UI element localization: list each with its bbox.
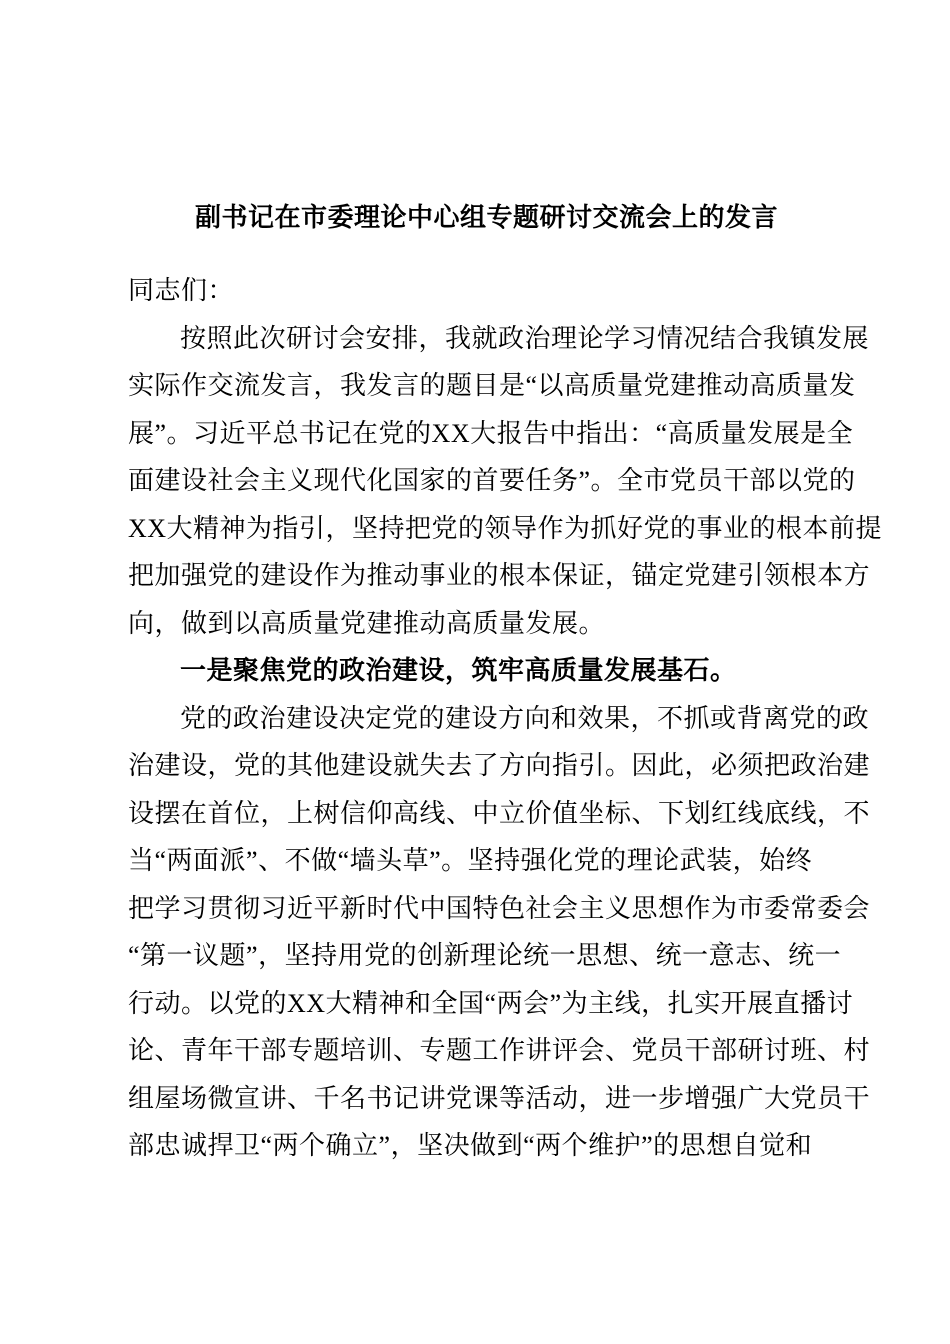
text-line: 面建设社会主义现代化国家的首要任务”。全市党员干部以党的	[128, 466, 856, 495]
document-body	[128, 267, 883, 1170]
text-line: 部忠诚捍卫“两个确立”，坚决做到“两个维护”的思想自觉和	[128, 1131, 813, 1160]
text-line: XX大精神为指引，坚持把党的领导作为抓好党的事业的根本前提	[128, 513, 883, 543]
text-line: 当“两面派”、不做“墙头草”。坚持强化党的理论武装，始终	[128, 846, 813, 875]
text-line: 向，做到以高质量党建推动高质量发展。	[128, 608, 606, 638]
salutation-line: 同志们：	[128, 276, 235, 305]
text-line: 实际作交流发言，我发言的题目是“以高质量党建推动高质量发	[128, 371, 856, 400]
text-line: 把学习贯彻习近平新时代中国特色社会主义思想作为市委常委会	[128, 893, 871, 923]
text-line: 论、青年干部专题培训、专题工作讲评会、党员干部研讨班、村	[128, 1036, 871, 1065]
text-line: 按照此次研讨会安排，我就政治理论学习情况结合我镇发展	[180, 323, 870, 353]
text-line: 党的政治建设决定党的建设方向和效果，不抓或背离党的政	[180, 703, 870, 733]
section-heading: 一是聚焦党的政治建设，筑牢高质量发展基石。	[180, 656, 737, 685]
text-line: 把加强党的建设作为推动事业的根本保证，锚定党建引领根本方	[128, 561, 871, 590]
text-line: 行动。以党的XX大精神和全国“两会”为主线，扎实开展直播讨	[128, 988, 854, 1018]
text-line: 展”。习近平总书记在党的XX大报告中指出：“高质量发展是全	[128, 418, 854, 448]
text-line: 治建设，党的其他建设就失去了方向指引。因此，必须把政治建	[128, 751, 871, 780]
text-line: 设摆在首位，上树信仰高线、中立价值坐标、下划红线底线，不	[128, 798, 871, 828]
document-title: 副书记在市委理论中心组专题研讨交流会上的发言	[194, 203, 778, 232]
text-line: 组屋场微宣讲、千名书记讲党课等活动，进一步增强广大党员干	[128, 1083, 871, 1113]
text-line: “第一议题”，坚持用党的创新理论统一思想、统一意志、统一	[128, 941, 842, 970]
